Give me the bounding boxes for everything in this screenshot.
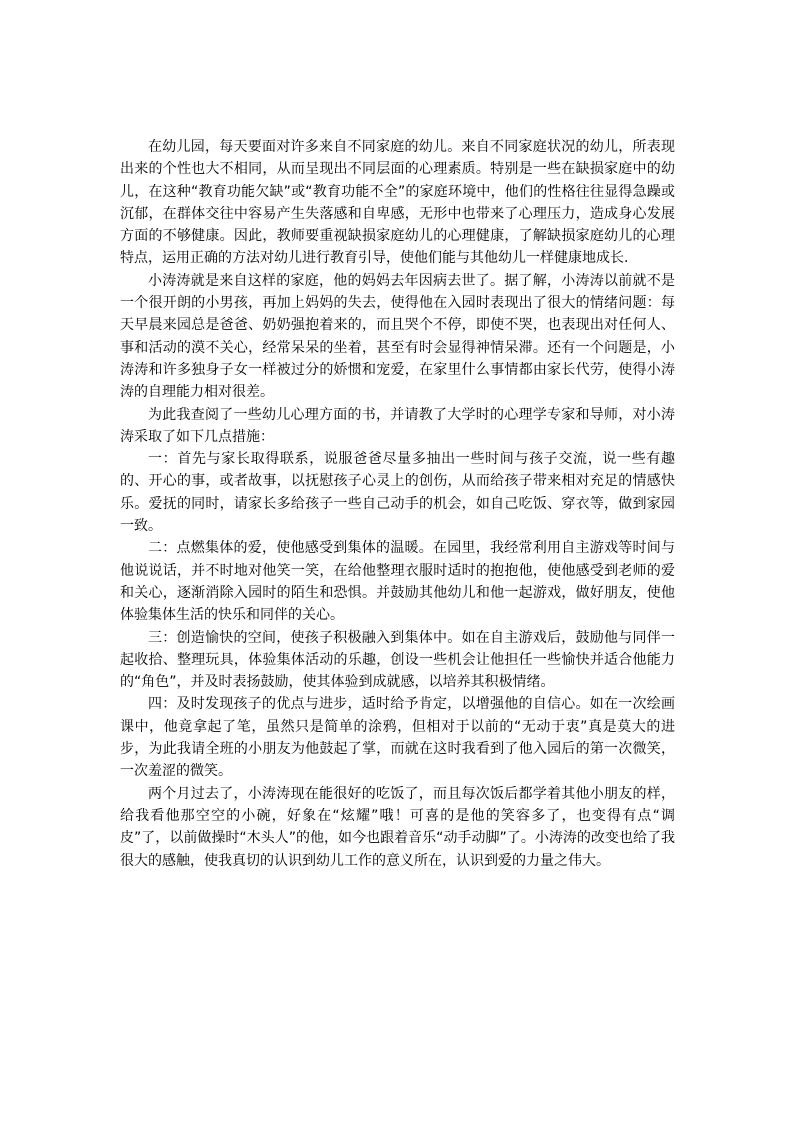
- paragraph-measure-one: 一：首先与家长取得联系，说服爸爸尽量多抽出一些时间与孩子交流，说一些有趣的、开心的事，或者故事，以抚慰孩子心灵上的创伤，从而给孩子带来相对充足的情感快乐。爱抚的同时，请家长多给孩子一些自己动手的机会，如自己吃饭、穿衣等，做到家园一致。: [120, 451, 675, 535]
- paragraph-conclusion: 两个月过去了，小涛涛现在能很好的吃饭了，而且每次饭后都学着其他小朋友的样，给我看他那空空的小碗，好象在“炫耀”哦！可喜的是他的笑容多了，也变得有点“调皮”了，以前做操时“木头人”的他，如今也跟着音乐“动手动脚”了。小涛涛的改变也给了我很大的感触，使我真切的认识到幼儿工作的意义所在，认识到爱的力量之伟大。: [120, 785, 675, 869]
- paragraph-measure-two: 二：点燃集体的爱，使他感受到集体的温暖。在园里，我经常利用自主游戏等时间与他说说话，并不时地对他笑一笑，在给他整理衣服时适时的抱抱他，使他感受到老师的爱和关心，逐渐消除入园时的陌生和恐惧。并鼓励其他幼儿和他一起游戏，做好朋友，使他体验集体生活的快乐和同伴的关心。: [120, 540, 675, 624]
- paragraph-intro: 在幼儿园，每天要面对许多来自不同家庭的幼儿。来自不同家庭状况的幼儿，所表现出来的个性也大不相同，从而呈现出不同层面的心理素质。特别是一些在缺损家庭中的幼儿，在这种“教育功能欠缺”或“教育功能不全”的家庭环境中，他们的性格往往显得急躁或沉郁，在群体交往中容易产生失落感和自卑感，无形中也带来了心理压力，造成身心发展方面的不够健康。因此，教师要重视缺损家庭幼儿的心理健康，了解缺损家庭幼儿的心理特点，运用正确的方法对幼儿进行教育引导，使他们能与其他幼儿一样健康地成长.: [120, 139, 675, 267]
- paragraph-measure-four: 四：及时发现孩子的优点与进步，适时给予肯定，以增强他的自信心。如在一次绘画课中，他竟拿起了笔，虽然只是简单的涂鸦，但相对于以前的“无动于衷”真是莫大的进步，为此我请全班的小朋友为他鼓起了掌，而就在这时我看到了他入园后的第一次微笑，一次羞涩的微笑。: [120, 696, 675, 780]
- paragraph-measure-three: 三：创造愉快的空间，使孩子积极融入到集体中。如在自主游戏后，鼓励他与同伴一起收拾、整理玩具，体验集体活动的乐趣，创设一些机会让他担任一些愉快并适合他能力的“角色”，并及时表扬鼓励，使其体验到成就感，以培养其积极情绪。: [120, 629, 675, 691]
- paragraph-measures-intro: 为此我查阅了一些幼儿心理方面的书，并请教了大学时的心理学专家和导师，对小涛涛采取了如下几点措施：: [120, 406, 675, 445]
- paragraph-case-background: 小涛涛就是来自这样的家庭，他的妈妈去年因病去世了。据了解，小涛涛以前就不是一个很开朗的小男孩，再加上妈妈的失去，使得他在入园时表现出了很大的情绪问题：每天早晨来园总是爸爸、奶奶强抱着来的，而且哭个不停，即使不哭，也表现出对任何人、事和活动的漠不关心，经常呆呆的坐着，甚至有时会显得神情呆滞。还有一个问题是，小涛涛和许多独身子女一样被过分的娇惯和宠爱，在家里什么事情都由家长代劳，使得小涛涛的自理能力相对很差。: [120, 272, 675, 401]
- document-body: [120, 136, 675, 872]
